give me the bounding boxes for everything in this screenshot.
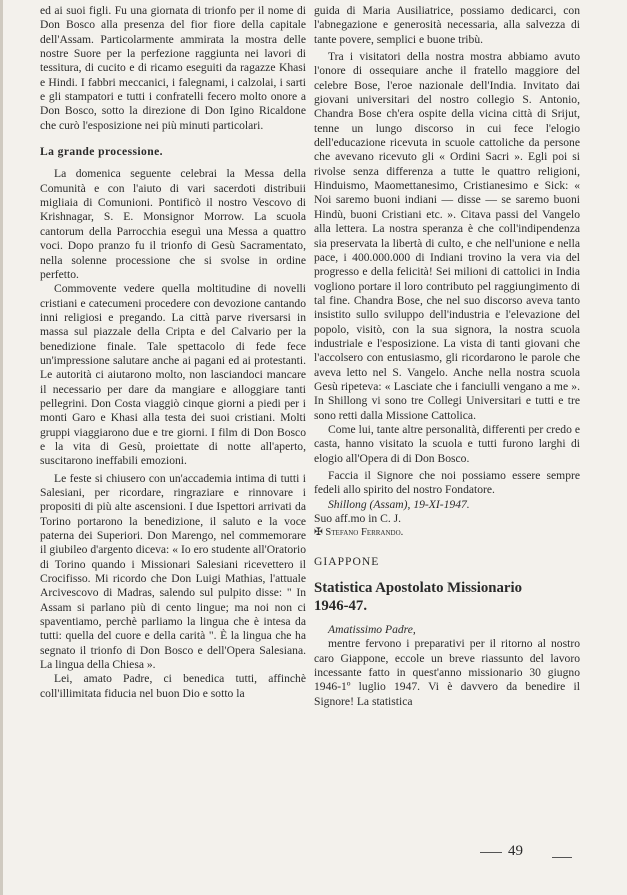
paragraph: Tra i visitatori della nostra mostra abbiamo avuto l'onore di ossequiare anche il fratello maggiore del celebre Bose, l'eroe nazionale dell'India. Invitato dai giovani universitari del nostro collegio S. Antonio, Chandra Bose ch'era ospite della vicina città di Srijut, tenne un lungo discorso in cui fece l'elogio dell'educazione ricevuta in scuole cattoliche da persone che avevano ricevuto gli « Ordini Sacri ». Egli poi si rivolse senza differenza a tutte le quattro religioni, Hinduismo, Maomettanesimo, Cristianesimo e Sick: « Noi saremo buoni indiani — disse — se saremo buoni Hindù, buoni Cristiani etc. ». Citava passi del Vangelo alla lettera. La nostra speranza è che coll'indipendenza sia preservata la libertà di culto, e che nell'unione e nella pace, i 400.000.000 di Indiani trovino la vera via del progresso e della felicità! Sei milioni di cattolici in India vogliono portare il loro contributo pel raggiungimento di tal fine. Chandra Bose, che nel suo discorso aveva tanto insistito sullo sviluppo dell'industria e l'elevazione del popolo, visitò, con la sua signora, la nostra scuola industriale e l'esposizione. La vista di tanti giovani che l'accolsero con entusiasmo, gli ricordarono le parole che aveva letto nel S. Vangelo. Anche nella nostra scuola Gesù ripeteva: « Lasciate che i fanciulli vengano a me ». In Shillong vi sono tre Collegi Universitari e tutti e tre sono retti dalla Missione Cattolica. xyxy=(314,50,580,422)
closing-line: Suo aff.mo in C. J. xyxy=(314,512,402,526)
section-country-heading: GIAPPONE xyxy=(314,554,380,568)
right-column xyxy=(314,4,580,709)
left-column xyxy=(40,4,306,701)
paragraph: La domenica seguente celebrai la Messa della Comunità e con l'aiuto di vari sacerdoti distribuii migliaia di Comunioni. Pontificò il nostro Vescovo di Krishnagar, S. E. Monsignor Morrow. La scuola cantorum della Parrocchia eseguì una Messa a quattro voci. Dopo pranzo fu il trionfo di Gesù Sacramentato, nella solenne processione che si svolse in ordine perfetto. xyxy=(40,167,306,281)
paragraph: mentre fervono i preparativi per il ritorno al nostro caro Giappone, eccole un breve riassunto del lavoro incessante fatto in quest'anno missionario 30 giugno 1946-1º luglio 1947. Vi è davvero da benedire il Signore! La statistica xyxy=(314,637,580,708)
footer-dash xyxy=(480,852,502,853)
paragraph: Faccia il Signore che noi possiamo essere sempre fedeli allo spirito del nostro Fondatore. xyxy=(314,469,580,497)
article-year: 1946-47. xyxy=(314,598,368,615)
paragraph: Lei, amato Padre, ci benedica tutti, affinchè coll'illimitata fiducia nel buon Dio e sotto la xyxy=(40,672,306,700)
article-title: Statistica Apostolato Missionario xyxy=(314,580,522,597)
page-edge-shadow xyxy=(0,0,3,895)
place-date: Shillong (Assam), 19-XI-1947. xyxy=(328,497,470,511)
page-number: 49 xyxy=(508,843,523,859)
paragraph: Commovente vedere quella moltitudine di novelli cristiani e catecumeni procedere con devozione cantando inni religiosi e pregando. La città parve riversarsi in massa sul piazzale della Cripta e del Calvario per la benedizione finale. Tale spettacolo di fede fece un'impressione salutare anche ai pagani ed ai protestanti. Le autorità ci aiutarono molto, non lasciandoci mancare il necessario per dare da mangiare e alloggiare tanti pellegrini. Don Costa viaggiò cinque giorni a piedi per i monti Garo e Khasi alla testa dei suoi cristiani. Molti gruppi viaggiarono due e tre giorni. I film di Don Bosco e la vita di Gesù, proiettate di notte all'aperto, suscitarono ineffabili emozioni. xyxy=(40,282,306,468)
signature: ✠ Stefano Ferrando. xyxy=(314,527,404,539)
paragraph: Le feste si chiusero con un'accademia intima di tutti i Salesiani, per ricordare, ringraziare e rinnovare i propositi di più alte ascensioni. I due Ispettori arrivati da Torino portarono la benedizione, il saluto e la voce paterna dei Superiori. Don Marengo, nel commemorare il giubileo d'argento diceva: « Io ero studente all'Oratorio di Torino quando i Missionari Salesiani ricevettero il Crocifisso. Mi ricordo che Don Luigi Mathias, l'attuale Arcivescovo di Madras, salendo sul pulpito disse: " In Assam si parlano più di cento lingue; ma noi non ci spaventiamo, perchè parliamo la lingua che è intesa da tutti: quella del cuore e della carità ". È la lingua che ha segnato il trionfo di Don Bosco e dell'Opera Salesiana. La lingua della Chiesa ». xyxy=(40,471,306,672)
section-subheading: La grande processione. xyxy=(40,145,163,159)
paragraph: guida di Maria Ausiliatrice, possiamo dedicarci, con l'abnegazione e generosità necessaria, alla salvezza di tante povere, semplici e buone tribù. xyxy=(314,4,580,46)
paragraph: Come lui, tante altre personalità, differenti per credo e casta, hanno visitato la scuola e tutti furono larghi di elogio all'Opera di di Don Bosco. xyxy=(314,422,580,465)
footer-dash xyxy=(552,857,572,858)
salutation: Amatissimo Padre, xyxy=(328,623,416,637)
paragraph: ed ai suoi figli. Fu una giornata di trionfo per il nome di Don Bosco alla presenza del fior fiore della capitale dell'Assam. Particolarmente ammirata la mostra delle nostre Suore per la perfezione raggiunta nei lavori di tessitura, di cucito e di ricamo eseguiti da ragazze Khasi e Hindi. I fabbri meccanici, i falegnami, i calzolai, i sarti e gli stampatori e tutti i confratelli fecero molto onore a Don Bosco, sotto la direzione di Don Igino Ricaldone che curò l'esposizione nei più minuti particolari. xyxy=(40,4,306,132)
